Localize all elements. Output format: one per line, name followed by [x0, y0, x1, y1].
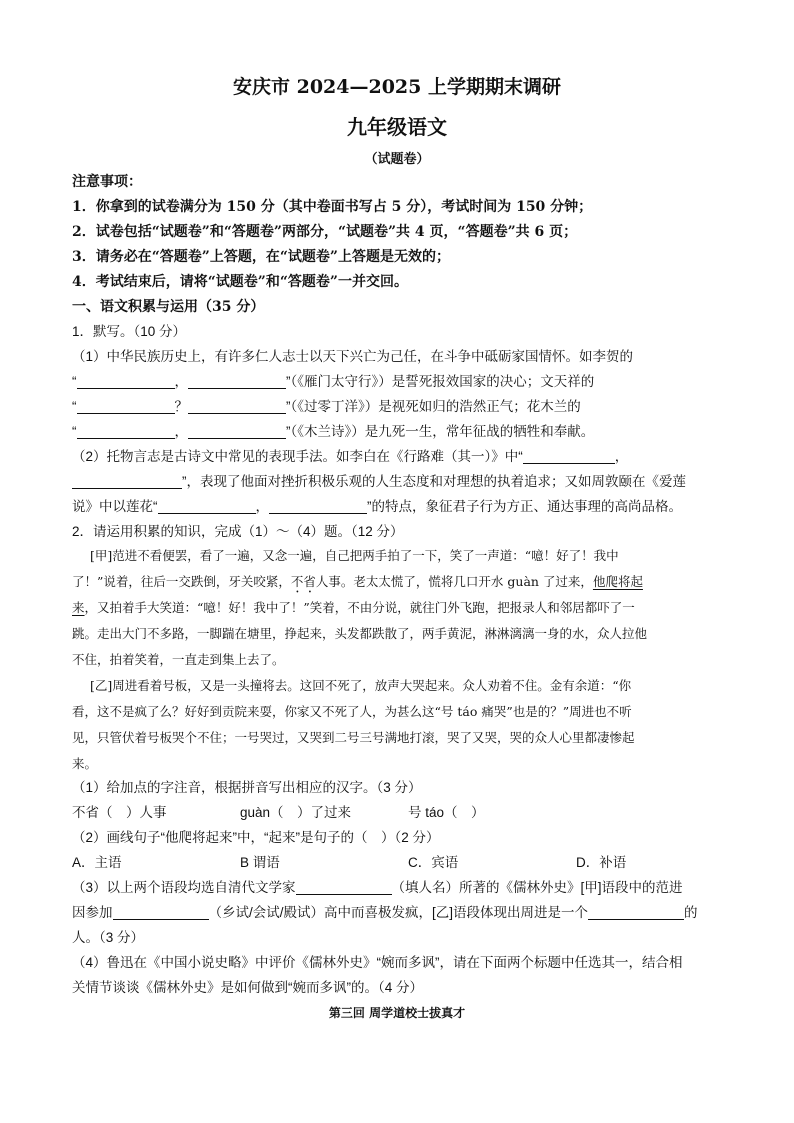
passage-text: 了！”说着，往后一交跌倒，牙关咬紧，	[72, 574, 291, 589]
chapter-heading: 第三回 周学道校士拔真才	[328, 1006, 466, 1020]
q1-part2-line	[72, 472, 686, 492]
q2-sub4-line: 关情节谈谈《儒林外史》是如何做到“婉而多讽”的。（4 分）	[72, 980, 423, 995]
answer-blank[interactable]	[523, 449, 615, 464]
answer-blank[interactable]	[188, 374, 286, 389]
question-text: （乡试/会试/殿试）高中而喜极发疯，[乙]语段体现出周进是一个	[208, 905, 589, 920]
option-c[interactable]: C．宾语	[408, 855, 459, 870]
question-text: 说》中以莲花“	[72, 499, 158, 514]
answer-blank[interactable]	[188, 399, 286, 414]
notice-item: 1．你拿到的试卷满分为 150 分（其中卷面书写占 5 分），考试时间为 150 分钟；	[72, 199, 593, 215]
separator: ？	[174, 399, 188, 414]
passage-jia-line: 不住，拍着笑着，一直走到集上去了。	[72, 652, 285, 667]
dotted-word: 不省	[290, 574, 316, 589]
q2-sub3-line	[72, 903, 698, 923]
answer-blank[interactable]	[77, 374, 175, 389]
answer-blank[interactable]	[269, 499, 367, 514]
option-a[interactable]: A．主语	[72, 855, 122, 870]
section-heading: 一、语文积累与运用（35 分）	[72, 299, 265, 315]
separator: ，	[174, 374, 188, 389]
passage-jia-line	[72, 572, 643, 596]
pinyin-item[interactable]: guàn（ ）了过来	[240, 805, 352, 820]
underlined-sentence: 他爬将起	[592, 574, 643, 589]
source-text: ”（《雁门太守行》）是誓死报效国家的决心；文天祥的	[286, 374, 595, 389]
answer-blank[interactable]	[188, 424, 286, 439]
quote-open: “	[72, 399, 77, 414]
pinyin-item[interactable]: 不省（ ）人事	[72, 805, 167, 820]
separator: ，	[614, 449, 629, 464]
quote-open: “	[72, 374, 77, 389]
q1-title: 1．默写。（10 分）	[72, 324, 187, 339]
passage-yi-line: [乙]周进看着号板，又是一头撞将去。这回不死了，放声大哭起来。众人劝着不住。金有余道：“你	[90, 678, 632, 693]
question-text: 的	[684, 905, 698, 920]
answer-blank[interactable]	[77, 399, 175, 414]
q2-sub3-line	[72, 878, 683, 898]
q1-part2-line	[72, 447, 628, 467]
question-text: ”的特点，象征君子行为方正、通达事理的高尚品格。	[367, 499, 682, 514]
source-text: ”（《过零丁洋》）是视死如归的浩然正气；花木兰的	[286, 399, 581, 414]
source-text: ”（《木兰诗》）是九死一生，常年征战的牺牲和奉献。	[286, 424, 595, 439]
notice-item: 3．请务必在“答题卷”上答题，在“试题卷”上答题是无效的；	[72, 249, 450, 265]
question-text: （3）以上两个语段均选自清代文学家	[72, 880, 296, 895]
question-text: ”，表现了他面对挫折积极乐观的人生态度和对理想的执着追求；又如周敦颐在《爱莲	[182, 474, 686, 489]
q2-sub4-line: （4）鲁迅在《中国小说史略》中评价《儒林外史》“婉而多讽”，请在下面两个标题中任选其一，结合相	[72, 955, 683, 970]
q2-sub3-line: 人。（3 分）	[72, 930, 145, 945]
option-d[interactable]: D．补语	[576, 855, 627, 870]
pinyin-item[interactable]: 号 táo（ ）	[408, 805, 485, 820]
answer-blank[interactable]	[72, 474, 182, 489]
answer-blank[interactable]	[296, 880, 392, 895]
separator: ，	[174, 424, 188, 439]
exam-subtitle: 九年级语文	[347, 115, 447, 139]
passage-yi-line: 看，这不是疯了么？好好到贡院来耍，你家又不死了人，为甚么这“号 táo 痛哭”也是的？”周进也不听	[72, 704, 632, 719]
q1-blank-line	[72, 397, 581, 417]
exam-title: 安庆市 2024—2025 上学期期末调研	[233, 76, 561, 98]
notice-item: 4．考试结束后，请将“试题卷”和“答题卷”一并交回。	[72, 274, 408, 290]
passage-jia-line: [甲]范进不看便罢，看了一遍，又念一遍，自己把两手拍了一下，笑了一声道：“噫！好了！我中	[90, 548, 619, 563]
passage-jia-line	[72, 598, 635, 618]
q2-sub2-title: （2）画线句子“他爬将起来”中，“起来”是句子的（ ）（2 分）	[72, 830, 440, 845]
notice-heading: 注意事项：	[72, 174, 142, 190]
question-text: （填人名）所著的《儒林外史》[甲]语段中的范进	[391, 880, 683, 895]
option-b[interactable]: B 谓语	[240, 855, 280, 870]
answer-blank[interactable]	[158, 499, 256, 514]
q1-blank-line	[72, 372, 594, 392]
answer-blank[interactable]	[77, 424, 175, 439]
quote-open: “	[72, 424, 77, 439]
passage-text: 人事。老太太慌了，慌将几口开水 guàn 了过来，	[315, 574, 593, 589]
passage-text: ，又拍着手大笑道：“噫！好！我中了！”笑着，不由分说，就往门外飞跑，把报录人和邻居都吓了一	[84, 600, 635, 615]
q1-part1-intro: （1）中华民族历史上，有许多仁人志士以天下兴亡为己任，在斗争中砥砺家国情怀。如李贺的	[72, 349, 634, 364]
q1-part2-line	[72, 497, 682, 517]
answer-blank[interactable]	[588, 905, 684, 920]
q2-sub1-title: （1）给加点的字注音，根据拼音写出相应的汉字。（3 分）	[72, 780, 422, 795]
passage-yi-line: 见，只管伏着号板哭个不住；一号哭过，又哭到二号三号满地打滚，哭了又哭，哭的众人心里都凄惨起	[72, 730, 635, 745]
answer-blank[interactable]	[113, 905, 209, 920]
q1-blank-line	[72, 422, 594, 442]
paper-label: （试题卷）	[364, 152, 430, 167]
question-text: （2）托物言志是古诗文中常见的表现手法。如李白在《行路难（其一）》中“	[72, 449, 523, 464]
notice-item: 2．试卷包括“试题卷”和“答题卷”两部分，“试题卷”共 4 页，“答题卷”共 6 页；	[72, 224, 578, 240]
passage-yi-line: 来。	[72, 756, 98, 771]
q2-title: 2．请运用积累的知识，完成（1）～（4）题。（12 分）	[72, 524, 404, 539]
separator: ，	[255, 499, 269, 514]
passage-jia-line: 跳。走出大门不多路，一脚踹在塘里，挣起来，头发都跌散了，两手黄泥，淋淋漓漓一身的水，众人拉他	[72, 626, 648, 641]
underlined-sentence: 来	[72, 600, 85, 615]
question-text: 因参加	[72, 905, 113, 920]
